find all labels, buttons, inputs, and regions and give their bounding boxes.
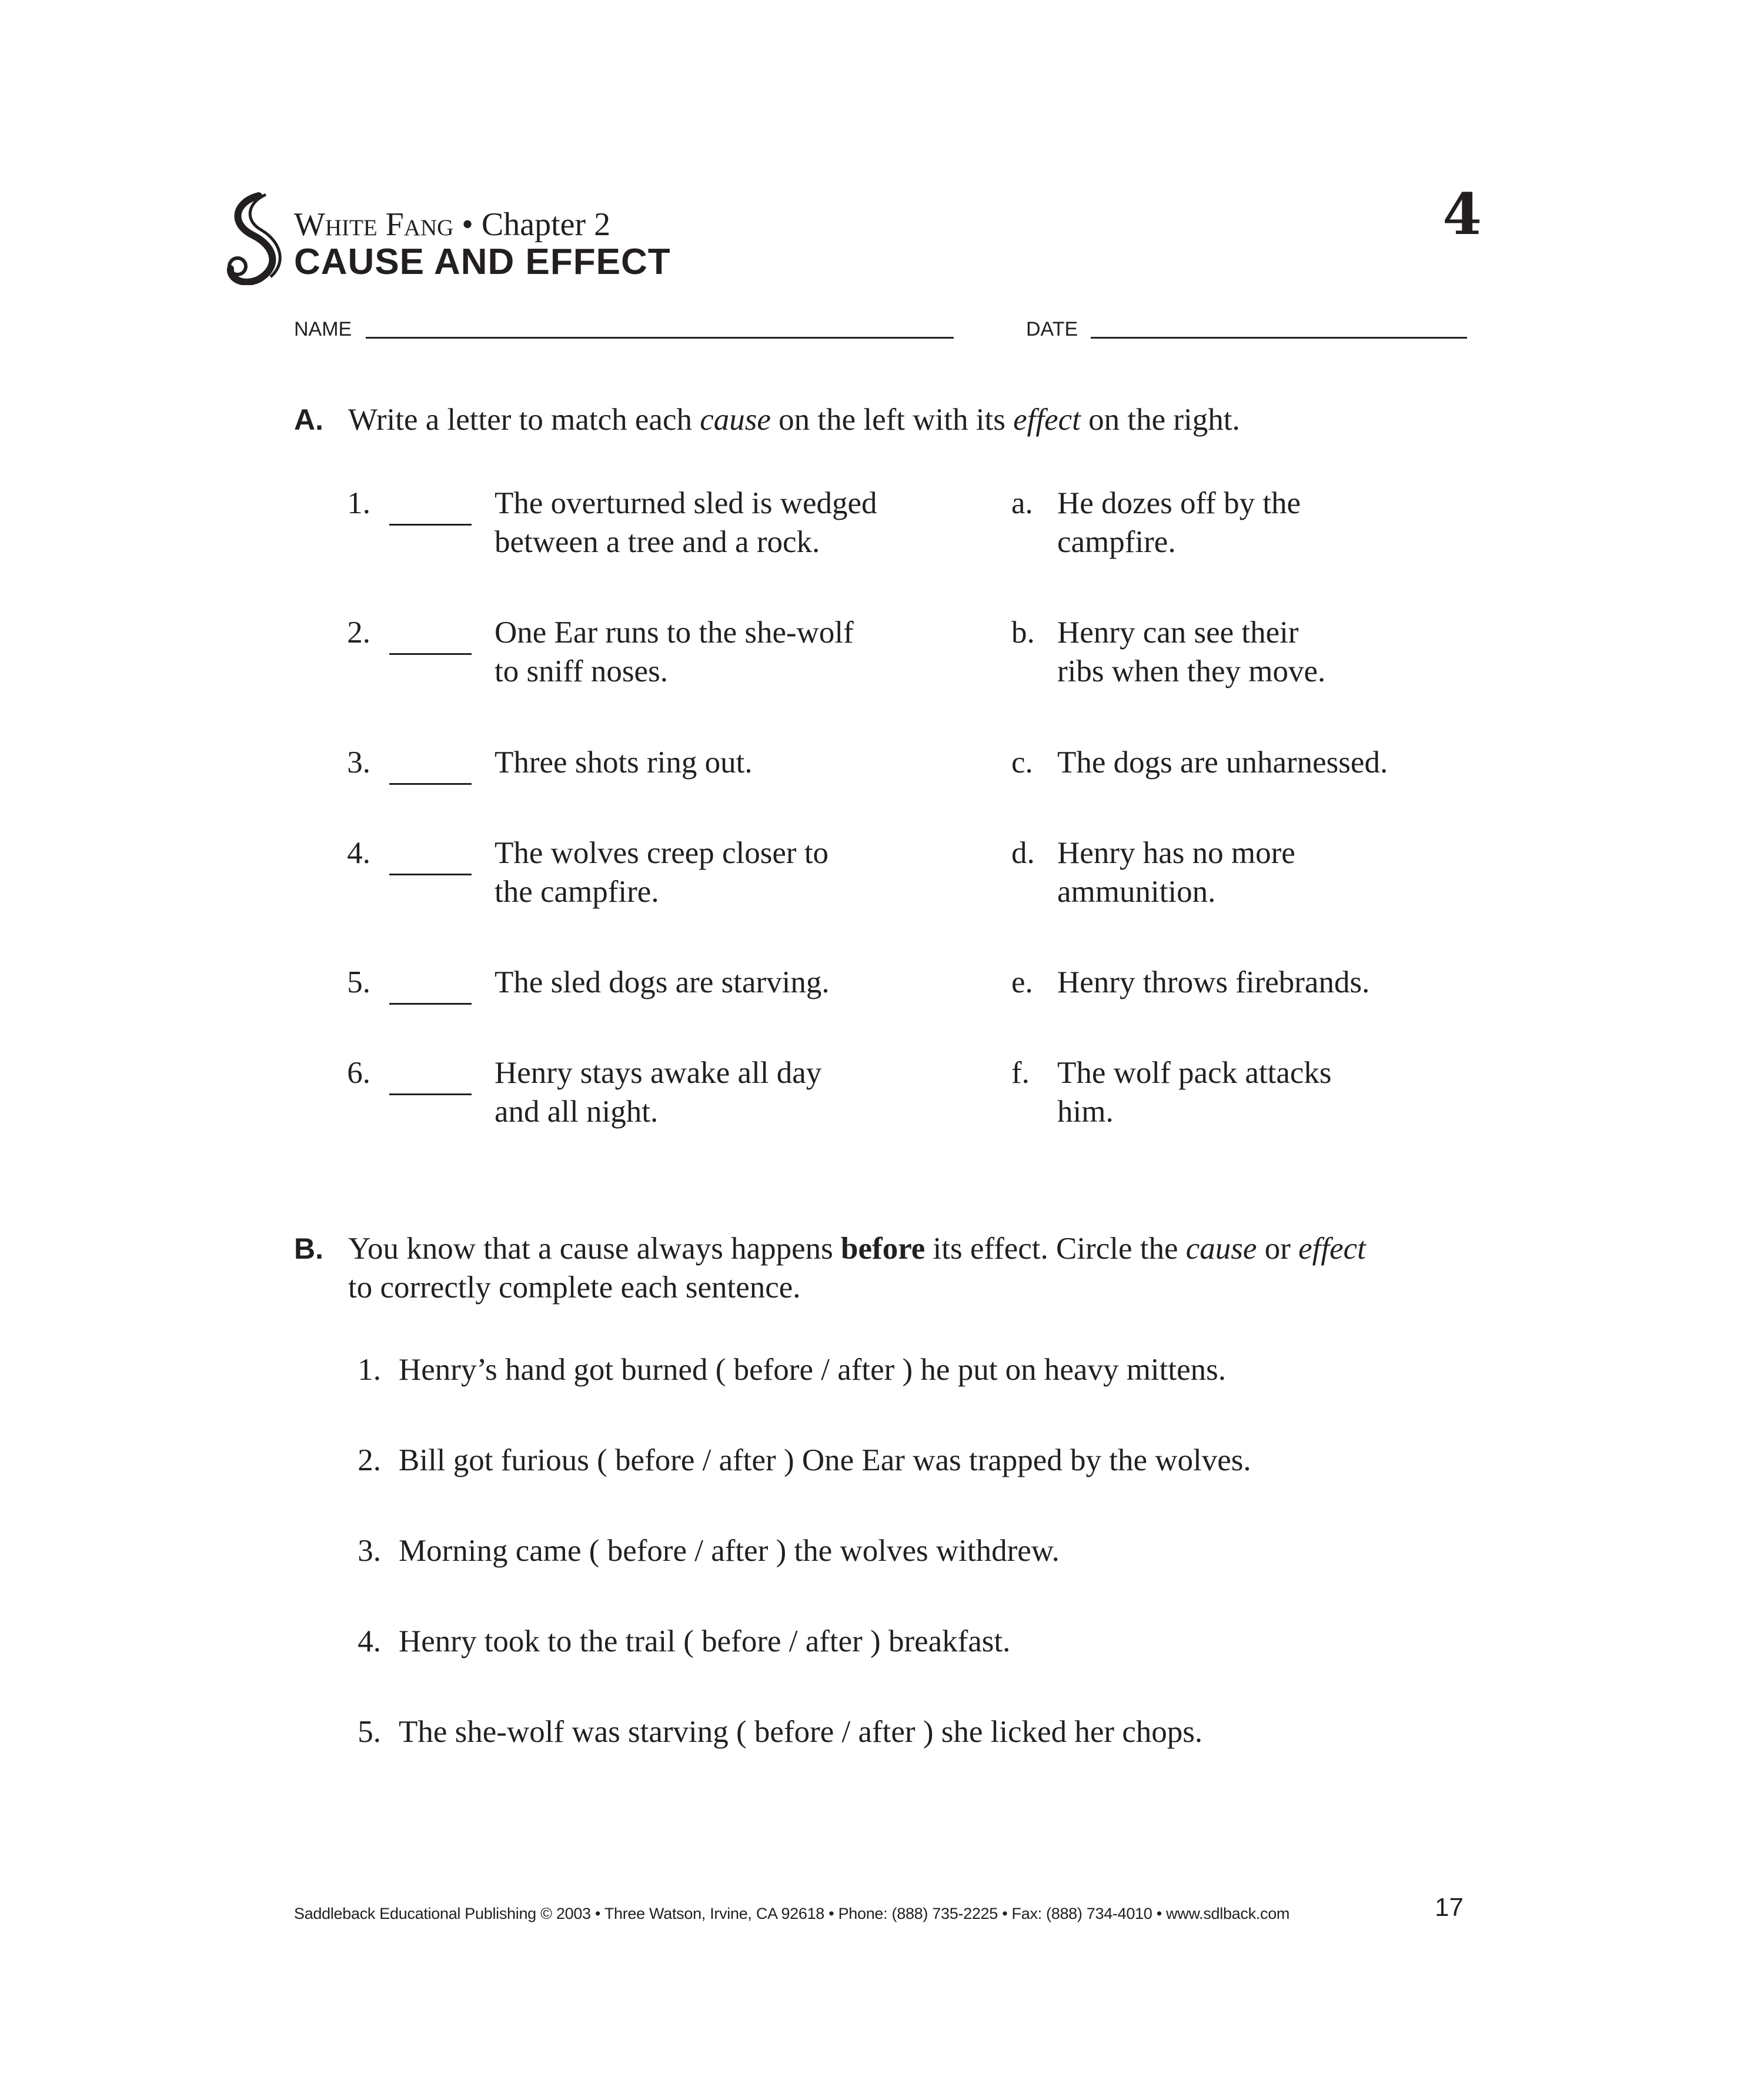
effect-text: The dogs are unharnessed.: [1057, 745, 1388, 780]
sentence-number: 4.: [358, 1624, 381, 1658]
sentence-text[interactable]: Henry’s hand got burned ( before / after ) he put on heavy mittens.: [399, 1353, 1227, 1387]
answer-blank[interactable]: [389, 850, 472, 875]
date-field[interactable]: [1091, 337, 1467, 339]
section-b-instructions-line-2: to correctly complete each sentence.: [348, 1270, 801, 1305]
sentence-text[interactable]: Morning came ( before / after ) the wolves withdrew.: [399, 1534, 1060, 1568]
effect-text: ribs when they move.: [1057, 654, 1326, 688]
effect-text: ammunition.: [1057, 875, 1216, 909]
worksheet-number: 4: [1442, 181, 1482, 248]
answer-blank[interactable]: [389, 979, 472, 1005]
cause-number: 5.: [347, 965, 370, 999]
footer-credit: Saddleback Educational Publishing © 2003 • Three Watson, Irvine, CA 92618 • Phone: (888) 735-2225 • Fax: (888) 734-4010 • www.sdlback.com: [294, 1905, 1290, 1922]
sentence-number: 5.: [358, 1715, 381, 1749]
sentence-text[interactable]: Bill got furious ( before / after ) One Ear was trapped by the wolves.: [399, 1443, 1251, 1477]
section-a-letter: A.: [294, 403, 323, 436]
effect-letter: d.: [1011, 836, 1035, 870]
effect-text: Henry has no more: [1057, 836, 1295, 870]
date-label: DATE: [1026, 318, 1078, 340]
page-number: 17: [1435, 1893, 1464, 1922]
cause-text: between a tree and a rock.: [495, 525, 820, 559]
sentence-number: 1.: [358, 1353, 381, 1387]
publisher-logo-icon: [218, 191, 294, 285]
sentence-number: 3.: [358, 1534, 381, 1568]
cause-number: 6.: [347, 1056, 370, 1090]
effect-text: He dozes off by the: [1057, 486, 1301, 520]
answer-blank[interactable]: [389, 630, 472, 655]
effect-text: him.: [1057, 1095, 1114, 1129]
cause-number: 1.: [347, 486, 370, 520]
answer-blank[interactable]: [389, 760, 472, 785]
section-a-instructions: Write a letter to match each cause on the left with its effect on the right.: [348, 403, 1240, 437]
series-title: White Fang • Chapter 2: [294, 206, 611, 243]
name-field[interactable]: [366, 337, 954, 339]
effect-text: Henry can see their: [1057, 616, 1299, 650]
cause-text: The sled dogs are starving.: [495, 965, 830, 999]
cause-text: The wolves creep closer to: [495, 836, 829, 870]
sentence-number: 2.: [358, 1443, 381, 1477]
cause-number: 2.: [347, 616, 370, 650]
cause-text: The overturned sled is wedged: [495, 486, 877, 520]
cause-number: 4.: [347, 836, 370, 870]
sentence-text[interactable]: The she-wolf was starving ( before / after ) she licked her chops.: [399, 1715, 1203, 1749]
name-label: NAME: [294, 318, 352, 340]
effect-letter: a.: [1011, 486, 1033, 520]
cause-number: 3.: [347, 745, 370, 780]
effect-letter: e.: [1011, 965, 1033, 999]
cause-text: to sniff noses.: [495, 654, 668, 688]
effect-text: campfire.: [1057, 525, 1176, 559]
cause-text: Three shots ring out.: [495, 745, 753, 780]
answer-blank[interactable]: [389, 1070, 472, 1095]
effect-text: The wolf pack attacks: [1057, 1056, 1332, 1090]
page-title: CAUSE AND EFFECT: [294, 242, 671, 282]
section-b-letter: B.: [294, 1232, 323, 1265]
cause-text: and all night.: [495, 1095, 659, 1129]
effect-letter: b.: [1011, 616, 1035, 650]
cause-text: One Ear runs to the she-wolf: [495, 616, 854, 650]
effect-text: Henry throws firebrands.: [1057, 965, 1370, 999]
effect-letter: c.: [1011, 745, 1033, 780]
answer-blank[interactable]: [389, 500, 472, 526]
effect-letter: f.: [1011, 1056, 1030, 1090]
section-b-instructions: You know that a cause always happens before its effect. Circle the cause or effect: [348, 1232, 1366, 1266]
sentence-text[interactable]: Henry took to the trail ( before / after ) breakfast.: [399, 1624, 1011, 1658]
cause-text: the campfire.: [495, 875, 659, 909]
cause-text: Henry stays awake all day: [495, 1056, 822, 1090]
